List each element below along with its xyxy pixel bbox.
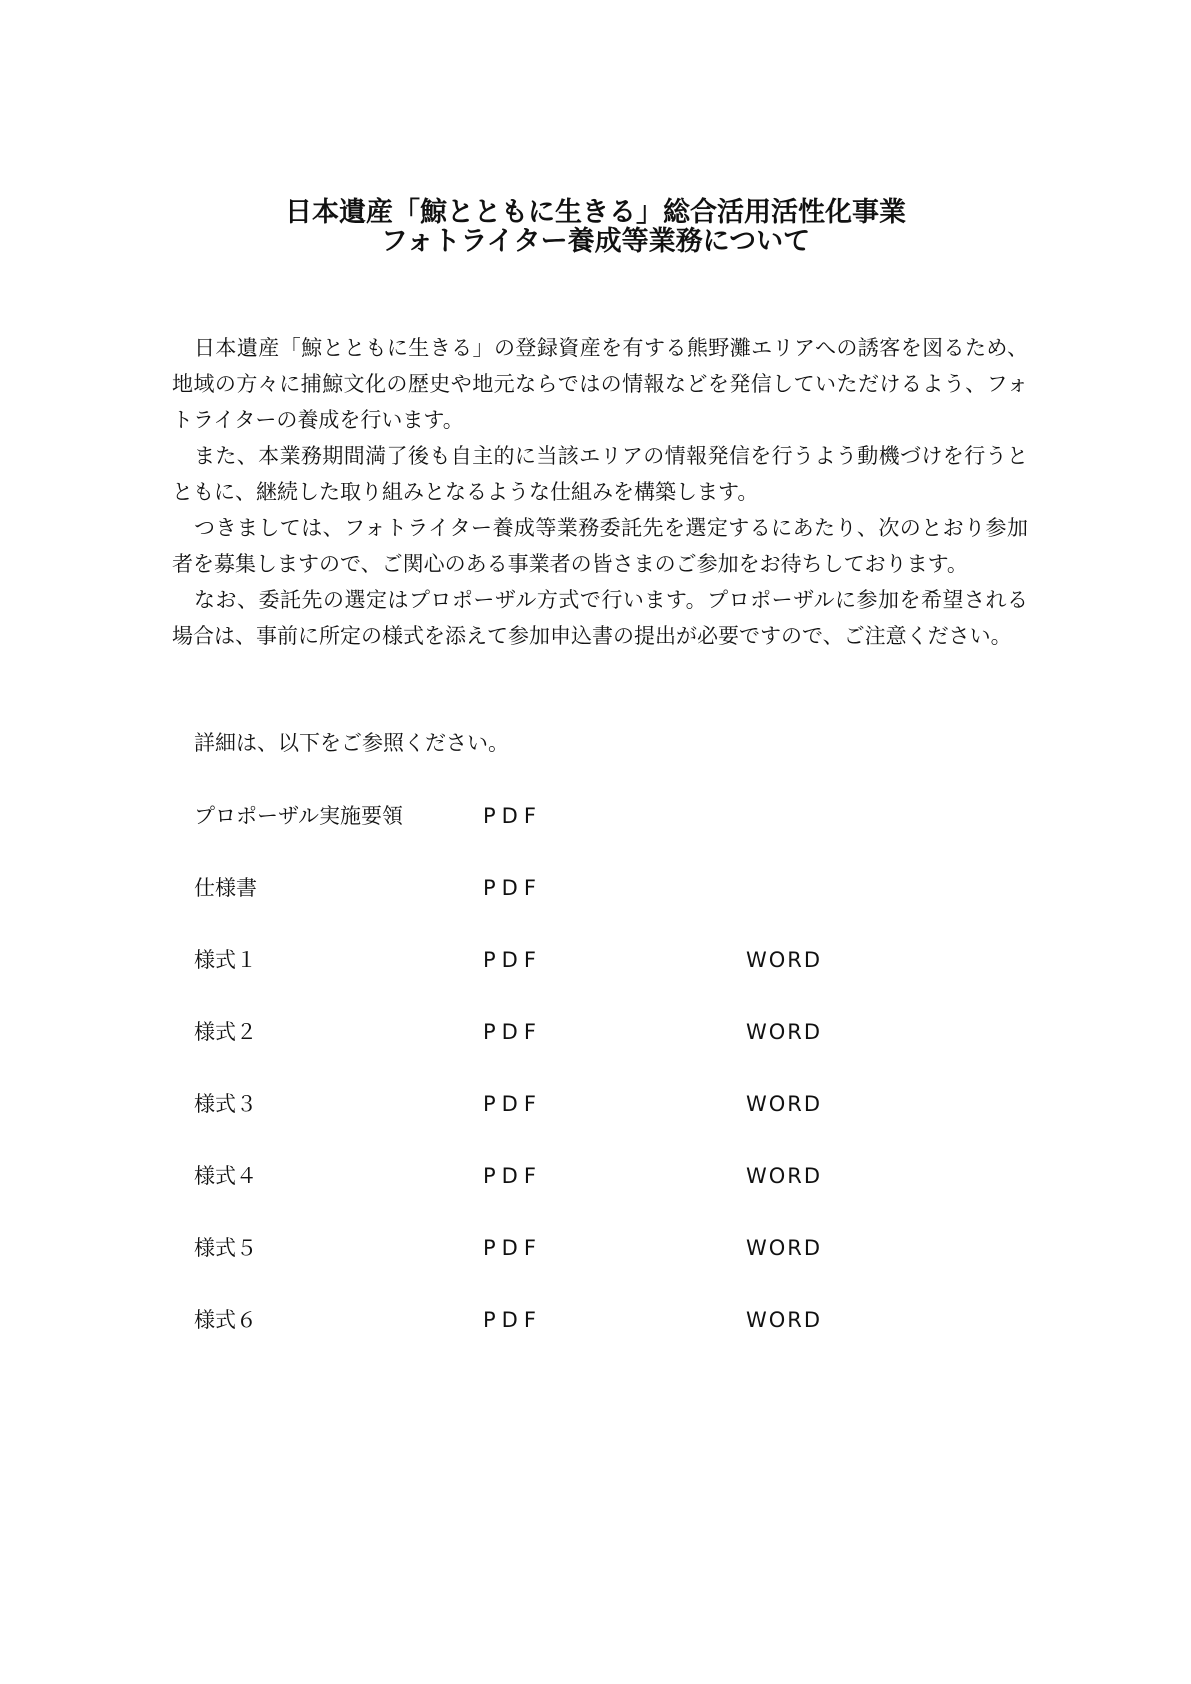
body-text xyxy=(172,330,1028,654)
pdf-link[interactable]: PDF xyxy=(483,876,542,900)
document-row xyxy=(0,1017,1191,1047)
document-name: 様式４ xyxy=(194,1164,257,1188)
pdf-link[interactable]: PDF xyxy=(483,1020,542,1044)
word-link[interactable]: WORD xyxy=(746,1092,823,1116)
pdf-link[interactable]: PDF xyxy=(483,1236,542,1260)
document-name: 様式５ xyxy=(194,1236,257,1260)
document-row xyxy=(0,1233,1191,1263)
paragraph-3: つきましては、フォトライター養成等業務委託先を選定するにあたり、次のとおり参加者を募集しますので、ご関心のある事業者の皆さまのご参加をお待ちしております。 xyxy=(172,516,1028,576)
word-link[interactable]: WORD xyxy=(746,948,823,972)
pdf-link[interactable]: PDF xyxy=(483,804,542,828)
document-name: 仕様書 xyxy=(194,876,257,900)
word-link[interactable]: WORD xyxy=(746,1308,823,1332)
title-line-2: フォトライター養成等業務について xyxy=(380,226,811,257)
paragraph-4: なお、委託先の選定はプロポーザル方式で行います。プロポーザルに参加を希望される場合は、事前に所定の様式を添えて参加申込書の提出が必要ですので、ご注意ください。 xyxy=(172,588,1028,648)
document-row xyxy=(0,1305,1191,1335)
document-name: 様式２ xyxy=(194,1020,257,1044)
document-name: プロポーザル実施要領 xyxy=(194,804,403,828)
document-row xyxy=(0,1161,1191,1191)
word-link[interactable]: WORD xyxy=(746,1020,823,1044)
document-row xyxy=(0,801,1191,831)
pdf-link[interactable]: PDF xyxy=(483,1308,542,1332)
pdf-link[interactable]: PDF xyxy=(483,948,542,972)
title-line-1: 日本遺産「鯨とともに生きる」総合活用活性化事業 xyxy=(285,197,906,228)
document-name: 様式３ xyxy=(194,1092,257,1116)
pdf-link[interactable]: PDF xyxy=(483,1164,542,1188)
pdf-link[interactable]: PDF xyxy=(483,1092,542,1116)
paragraph-2: また、本業務期間満了後も自主的に当該エリアの情報発信を行うよう動機づけを行うとともに、継続した取り組みとなるような仕組みを構築します。 xyxy=(172,444,1028,504)
document-row xyxy=(0,873,1191,903)
details-intro: 詳細は、以下をご参照ください。 xyxy=(194,731,509,755)
document-name: 様式６ xyxy=(194,1308,257,1332)
document-row xyxy=(0,945,1191,975)
document-row xyxy=(0,1089,1191,1119)
document-name: 様式１ xyxy=(194,948,257,972)
paragraph-1: 日本遺産「鯨とともに生きる」の登録資産を有する熊野灘エリアへの誘客を図るため、地域の方々に捕鯨文化の歴史や地元ならではの情報などを発信していただけるよう、フォトライターの養成を行います。 xyxy=(172,336,1028,432)
word-link[interactable]: WORD xyxy=(746,1164,823,1188)
word-link[interactable]: WORD xyxy=(746,1236,823,1260)
